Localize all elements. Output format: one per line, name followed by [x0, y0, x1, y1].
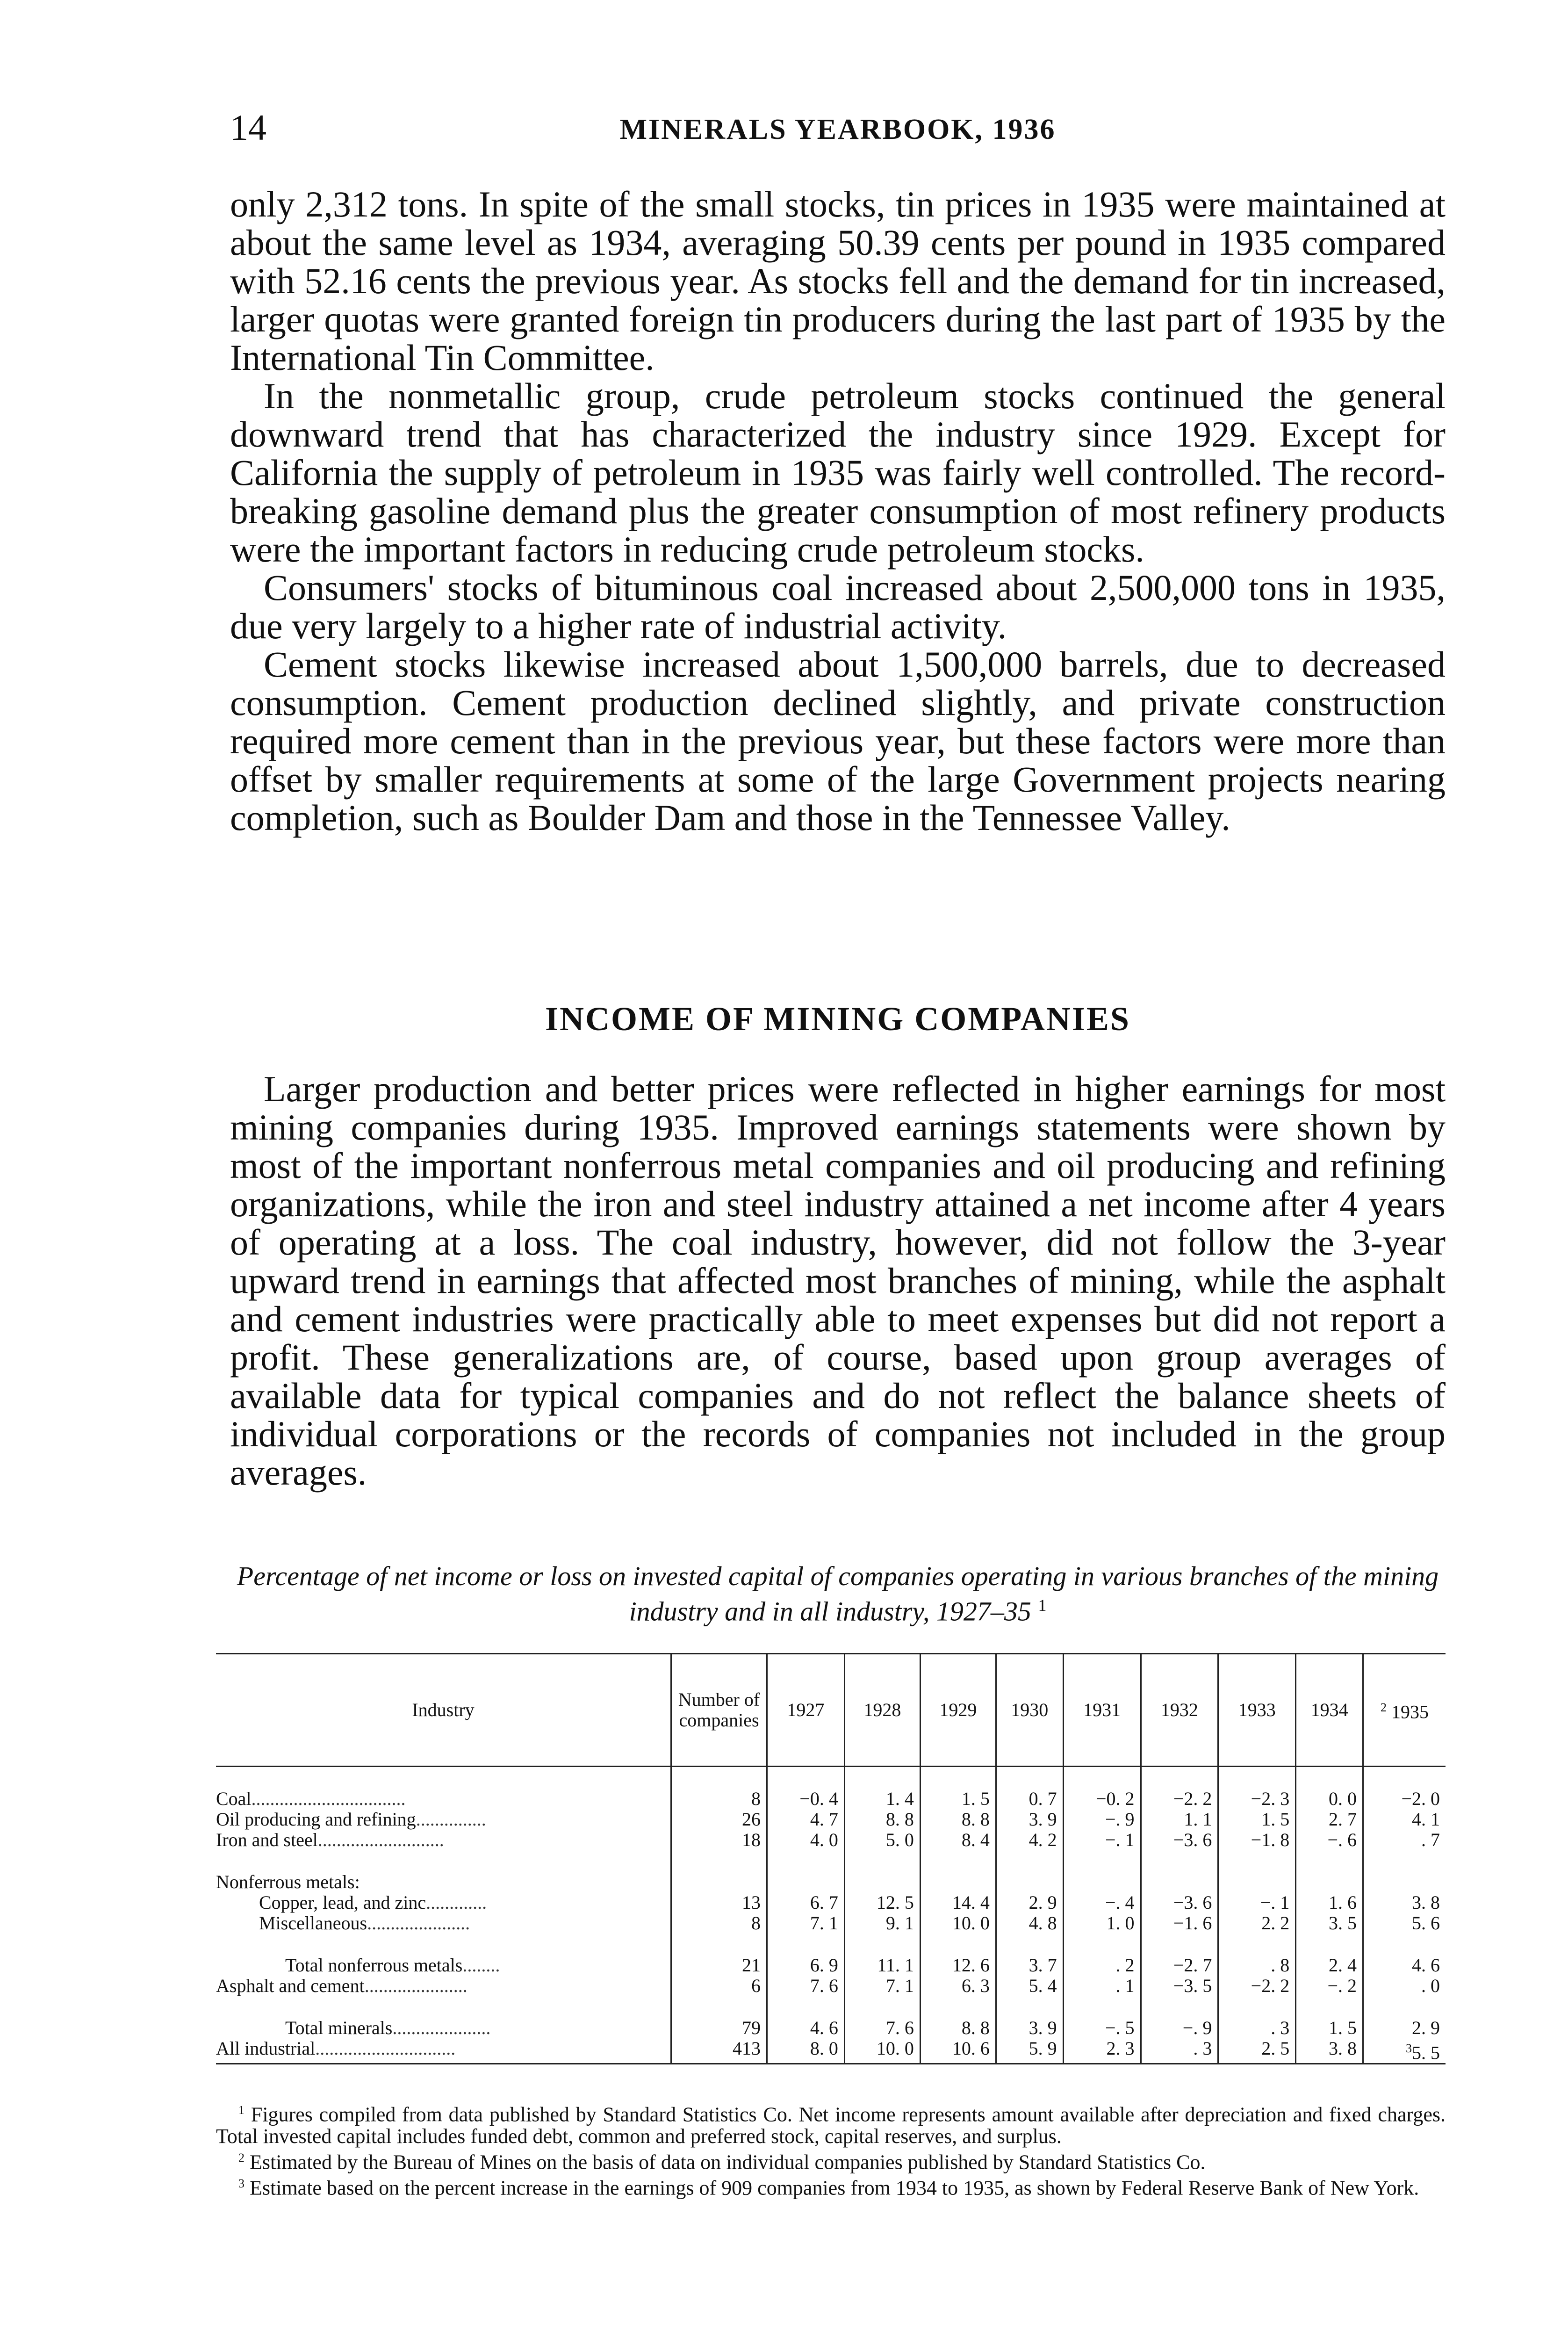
cell-companies: 8 [671, 1789, 767, 1809]
cell-1927: 6. 9 [767, 1955, 845, 1976]
row-group-label: Nonferrous metals: [216, 1871, 360, 1892]
header-companies: Number of companies [671, 1654, 767, 1767]
cell-1932: −. 9 [1141, 2018, 1218, 2038]
cell-1934: 1. 6 [1296, 1892, 1363, 1913]
footnote-mark: 1 [238, 2103, 245, 2117]
cell-1930: 4. 8 [996, 1913, 1063, 1934]
table-header-row [216, 1654, 1446, 1767]
spacer-row [216, 1996, 1446, 2018]
table-caption-text: Percentage of net income or loss on invested capital of companies operating in various branches of the mining industry and in all industry, 1927–35 [237, 1561, 1439, 1627]
body-text-income [230, 1070, 1446, 1492]
cell-companies: 8 [671, 1913, 767, 1934]
footnote-mark: 2 [238, 2150, 245, 2165]
cell-1935-mark: 3 [1406, 2042, 1412, 2055]
cell-1928: 7. 1 [844, 1976, 920, 1996]
cell-1929: 1. 5 [920, 1789, 996, 1809]
cell-1932: . 3 [1141, 2038, 1218, 2064]
cell-1931: . 2 [1063, 1955, 1141, 1976]
income-table [216, 1653, 1446, 2064]
cell-1927: 4. 7 [767, 1809, 845, 1830]
cell-1933: −2. 3 [1218, 1789, 1296, 1809]
cell-1931: −. 1 [1063, 1830, 1141, 1850]
cell-1931: 2. 3 [1063, 2038, 1141, 2064]
cell-1934: 2. 4 [1296, 1955, 1363, 1976]
cell-companies: 6 [671, 1976, 767, 1996]
row-label: Asphalt and cement...................... [216, 1975, 468, 1996]
header-1934: 1934 [1296, 1654, 1363, 1767]
cell-1932: −3. 6 [1141, 1830, 1218, 1850]
cell-1932: −3. 6 [1141, 1892, 1218, 1913]
cell-1934: 3. 5 [1296, 1913, 1363, 1934]
cell-1935: 3. 8 [1363, 1892, 1446, 1913]
header-1930: 1930 [996, 1654, 1063, 1767]
cell-1929: 14. 4 [920, 1892, 996, 1913]
table-row-oil [216, 1809, 1446, 1830]
cell-1935 [1363, 2038, 1446, 2064]
paragraph-income: Larger production and better prices were reflected in higher earnings for most mining companies during 1935. Improved earnings statements were shown by most of the important nonferrous metal companies and oil producing and refining organizations, while the iron and steel industry attained a net income after 4 years of operating at a loss. The coal industry, however, did not follow the 3-year upward trend in earnings that affected most branches of mining, while the asphalt and cement industries were practically able to meet expenses but did not report a profit. These generalizations are, of course, based upon group averages of available data for typical companies and do not reflect the balance sheets of individual corporations or the records of companies not included in the group averages. [230, 1068, 1446, 1493]
cell-1929: 8. 8 [920, 1809, 996, 1830]
footnote-text: Figures compiled from data published by Standard Statistics Co. Net income represents amount available after depreciation and fixed charges. Total invested capital includes funded debt, common and preferred stock, capital reserves, and surplus. [216, 2103, 1446, 2148]
table-row-asphalt-cement [216, 1976, 1446, 1996]
cell-1930: 5. 9 [996, 2038, 1063, 2064]
cell-1930: 3. 7 [996, 1955, 1063, 1976]
cell-companies: 413 [671, 2038, 767, 2064]
cell-1933: 2. 2 [1218, 1913, 1296, 1934]
row-label: Iron and steel........................... [216, 1829, 444, 1850]
footnote-1 [216, 2100, 1446, 2147]
header-1927: 1927 [767, 1654, 845, 1767]
cell-1935: −2. 0 [1363, 1789, 1446, 1809]
cell-1927: −0. 4 [767, 1789, 845, 1809]
footnote-mark: 3 [238, 2177, 245, 2191]
cell-1930: 2. 9 [996, 1892, 1063, 1913]
cell-1932: 1. 1 [1141, 1809, 1218, 1830]
cell-1931: 1. 0 [1063, 1913, 1141, 1934]
cell-1929: 8. 4 [920, 1830, 996, 1850]
cell-1932: −2. 2 [1141, 1789, 1218, 1809]
row-label: Coal................................. [216, 1788, 406, 1809]
cell-1930: 5. 4 [996, 1976, 1063, 1996]
cell-1929: 12. 6 [920, 1955, 996, 1976]
footnote-3 [216, 2173, 1446, 2199]
cell-1931: −0. 2 [1063, 1789, 1141, 1809]
cell-1928: 1. 4 [844, 1789, 920, 1809]
cell-1935-value: 5. 5 [1412, 2042, 1440, 2064]
table-row-miscellaneous [216, 1913, 1446, 1934]
header-1935-label: 1935 [1391, 1701, 1429, 1723]
cell-1931: −. 9 [1063, 1809, 1141, 1830]
cell-1934: 1. 5 [1296, 2018, 1363, 2038]
row-label: Total minerals..................... [285, 2017, 491, 2038]
header-1928: 1928 [844, 1654, 920, 1767]
cell-1928: 5. 0 [844, 1830, 920, 1850]
cell-1930: 3. 9 [996, 1809, 1063, 1830]
cell-1935: 4. 1 [1363, 1809, 1446, 1830]
page-number: 14 [230, 107, 266, 148]
cell-1931: −. 4 [1063, 1892, 1141, 1913]
cell-companies: 18 [671, 1830, 767, 1850]
cell-1929: 10. 0 [920, 1913, 996, 1934]
cell-1928: 10. 0 [844, 2038, 920, 2064]
section-heading: INCOME OF MINING COMPANIES [545, 1000, 1130, 1038]
cell-1927: 7. 6 [767, 1976, 845, 1996]
cell-1933: 1. 5 [1218, 1809, 1296, 1830]
cell-1935: . 7 [1363, 1830, 1446, 1850]
cell-1927: 7. 1 [767, 1913, 845, 1934]
cell-companies: 79 [671, 2018, 767, 2038]
cell-1933: . 3 [1218, 2018, 1296, 2038]
footnote-text: Estimated by the Bureau of Mines on the basis of data on individual companies published by Standard Statistics Co. [250, 2150, 1206, 2174]
header-industry: Industry [216, 1654, 671, 1767]
running-title: MINERALS YEARBOOK, 1936 [619, 114, 1056, 145]
running-header [230, 107, 1446, 158]
cell-1935: 5. 6 [1363, 1913, 1446, 1934]
table-caption [230, 1562, 1446, 1626]
cell-1930: 0. 7 [996, 1789, 1063, 1809]
cell-1928: 11. 1 [844, 1955, 920, 1976]
cell-1934: −. 2 [1296, 1976, 1363, 1996]
row-label: Miscellaneous...................... [259, 1912, 470, 1934]
cell-1929: 8. 8 [920, 2018, 996, 2038]
footnote-2 [216, 2147, 1446, 2173]
cell-1928: 7. 6 [844, 2018, 920, 2038]
row-label: Oil producing and refining............... [216, 1809, 486, 1830]
cell-1933: −1. 8 [1218, 1830, 1296, 1850]
paragraph-coal-stocks: Consumers' stocks of bituminous coal increased about 2,500,000 tons in 1935, due very largely to a higher rate of industrial activity. [230, 567, 1446, 646]
footnote-text: Estimate based on the percent increase in the earnings of 909 companies from 1934 to 1935, as shown by Federal Reserve Bank of New York. [250, 2176, 1419, 2200]
cell-1928: 9. 1 [844, 1913, 920, 1934]
table-caption-footnote-mark: 1 [1038, 1596, 1047, 1615]
cell-1935: . 0 [1363, 1976, 1446, 1996]
cell-1929: 6. 3 [920, 1976, 996, 1996]
header-1932: 1932 [1141, 1654, 1218, 1767]
cell-1935: 4. 6 [1363, 1955, 1446, 1976]
cell-1934: 0. 0 [1296, 1789, 1363, 1809]
table-row-nonferrous-heading [216, 1872, 1446, 1892]
cell-1934: −. 6 [1296, 1830, 1363, 1850]
cell-1932: −3. 5 [1141, 1976, 1218, 1996]
cell-companies: 26 [671, 1809, 767, 1830]
paragraph-tin: only 2,312 tons. In spite of the small stocks, tin prices in 1935 were maintained at about the same level as 1934, averaging 50.39 cents per pound in 1935 compared with 52.16 cents the previous year. As stocks fell and the demand for tin increased, larger quotas were granted foreign tin producers during the last part of 1935 by the International Tin Committee. [230, 184, 1446, 378]
header-1935 [1363, 1654, 1446, 1767]
cell-1933: −2. 2 [1218, 1976, 1296, 1996]
row-label: All industrial.............................. [216, 2038, 671, 2064]
header-1935-mark: 2 [1381, 1701, 1387, 1715]
cell-1927: 8. 0 [767, 2038, 845, 2064]
spacer-row [216, 1767, 1446, 1789]
cell-1932: −1. 6 [1141, 1913, 1218, 1934]
table-row-total-minerals [216, 2018, 1446, 2038]
cell-1933: −. 1 [1218, 1892, 1296, 1913]
cell-1928: 12. 5 [844, 1892, 920, 1913]
cell-companies: 13 [671, 1892, 767, 1913]
cell-1930: 3. 9 [996, 2018, 1063, 2038]
table-row-total-nonferrous [216, 1955, 1446, 1976]
table-row-coal [216, 1789, 1446, 1809]
table-row-copper [216, 1892, 1446, 1913]
header-1931: 1931 [1063, 1654, 1141, 1767]
cell-1935: 2. 9 [1363, 2018, 1446, 2038]
cell-1930: 4. 2 [996, 1830, 1063, 1850]
cell-1932: −2. 7 [1141, 1955, 1218, 1976]
footnotes [216, 2100, 1446, 2199]
table-row-iron [216, 1830, 1446, 1850]
cell-1928: 8. 8 [844, 1809, 920, 1830]
row-label: Copper, lead, and zinc............. [259, 1892, 487, 1913]
body-text-top [230, 185, 1446, 837]
spacer-row [216, 1934, 1446, 1955]
cell-1931: . 1 [1063, 1976, 1141, 1996]
paragraph-cement: Cement stocks likewise increased about 1,500,000 barrels, due to decreased consumption. Cement production declined slightly, and private construction required more cement than in the previous year, but these factors were more than offset by smaller requirements at some of the large Government projects nearing completion, such as Boulder Dam and those in the Tennessee Valley. [230, 644, 1446, 838]
cell-1927: 4. 6 [767, 2018, 845, 2038]
cell-1929: 10. 6 [920, 2038, 996, 2064]
cell-1927: 4. 0 [767, 1830, 845, 1850]
cell-1931: −. 5 [1063, 2018, 1141, 2038]
header-1933: 1933 [1218, 1654, 1296, 1767]
cell-1933: . 8 [1218, 1955, 1296, 1976]
table-row-all-industrial [216, 2038, 1446, 2064]
header-1929: 1929 [920, 1654, 996, 1767]
cell-companies: 21 [671, 1955, 767, 1976]
cell-1933: 2. 5 [1218, 2038, 1296, 2064]
row-label: Total nonferrous metals........ [285, 1955, 500, 1976]
cell-1934: 2. 7 [1296, 1809, 1363, 1830]
paragraph-petroleum: In the nonmetallic group, crude petroleum stocks continued the general downward trend that has characterized the industry since 1929. Except for California the supply of petroleum in 1935 was fairly well controlled. The record-breaking gasoline demand plus the greater consumption of most refinery products were the important factors in reducing crude petroleum stocks. [230, 375, 1446, 570]
spacer-row [216, 1850, 1446, 1872]
cell-1927: 6. 7 [767, 1892, 845, 1913]
cell-1934: 3. 8 [1296, 2038, 1363, 2064]
